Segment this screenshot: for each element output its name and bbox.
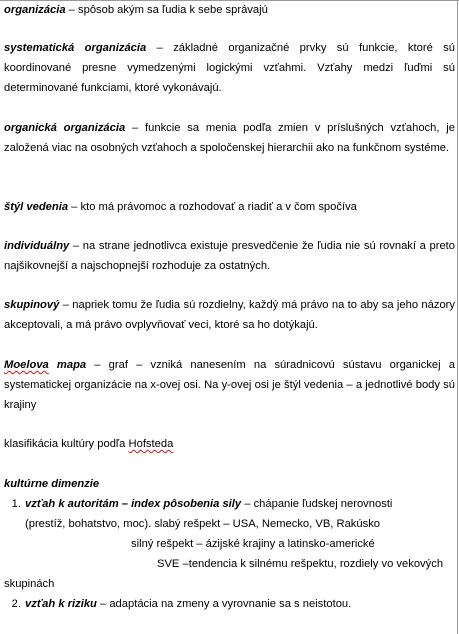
term-skupinovy: skupinový [4, 299, 60, 311]
definition-skupinovy [4, 295, 455, 335]
definition-text: – napriek tomu že ľudia sú rozdielny, každý má právo na to aby sa jeho názory akceptovali, a má právo ovplyvňovať veci, ktoré sa ho dotýkajú. [4, 299, 455, 331]
term-styl-vedenia: štýl vedenia [4, 201, 69, 213]
term-organizacia: organizácia [4, 4, 66, 16]
item1-line4: SVE –tendencia k silnému rešpektu, rozdiely vo vekových [157, 558, 444, 570]
kulturne-dimenzie-heading: kultúrne dimenzie [4, 478, 100, 490]
page-border-right [457, 0, 458, 634]
definition-text: – základné organizačné prvky sú funkcie, ktoré sú koordinované presne vymedzenými logickými vzťahmi. Vzťahy medzi ľuďmi sú determinované funkciami, ktoré vykonávajú. [4, 42, 455, 94]
term-moelova-word: Moelova [4, 359, 49, 371]
definition-individualny [4, 236, 455, 276]
term-individualny: individuálny [4, 240, 70, 252]
item2-term: vzťah k riziku [25, 598, 97, 610]
definition-text: – funkcie sa menia podľa zmien v príslušných vzťahoch, je založená viac na osobných vzťahoch a spoločenskej hierarchii ako na funkčnom systéme. [4, 122, 455, 154]
term-moelova-mapa [4, 359, 86, 371]
item1-term: vzťah k autoritám – index pôsobenia sily [25, 498, 242, 510]
item1-line2: (prestíž, bohatstvo, moc). slabý rešpekt – USA, Nemecko, VB, Rakúsko [25, 518, 381, 530]
klasifikacia-text: klasifikácia kultúry podľa [4, 438, 129, 450]
hofsteda-name: Hofsteda [128, 438, 174, 450]
item1-line5: skupinách [4, 578, 55, 590]
definition-systematicka-organizacia [4, 38, 455, 98]
list-item-2 [4, 594, 351, 614]
item1-rest: – chápanie ľudskej nerovnosti [241, 498, 393, 510]
item2-rest: – adaptácia na zmeny a vyrovnanie sa s neistotou. [96, 598, 352, 610]
term-systematicka-organizacia: systematická organizácia [4, 42, 147, 54]
term-organicka-organizacia: organická organizácia [4, 122, 126, 134]
definition-text: – kto má právomoc a rozhodovať a riadiť a v čom spočíva [68, 201, 357, 213]
definition-text: – na strane jednotlivca existuje presvedčenie že ľudia nie sú rovnakí a preto najšikovnejší a najschopnejší rozhoduje za ostatných. [4, 240, 455, 272]
definition-organizacia [4, 0, 455, 20]
klasifikacia-line [4, 434, 455, 454]
definition-moelova-mapa [4, 355, 455, 415]
list-number: 1. [11, 498, 21, 510]
definition-text: – graf – vzniká nanesením na súradnicovú sústavu organickej a systematickej organizácie na x-ovej osi. Na y-ovej osi je štýl vedenia – a jednotlivé body sú krajiny [4, 359, 455, 411]
definition-styl-vedenia [4, 197, 455, 217]
list-number: 2. [11, 598, 21, 610]
item1-line3: silný rešpekt – ázijské krajiny a latinsko-americké [131, 538, 375, 550]
list-item-1 [4, 494, 392, 514]
definition-organicka-organizacia [4, 118, 455, 158]
definition-text: – spôsob akým sa ľudia k sebe správajú [65, 4, 268, 16]
term-mapa-word: mapa [48, 359, 87, 371]
